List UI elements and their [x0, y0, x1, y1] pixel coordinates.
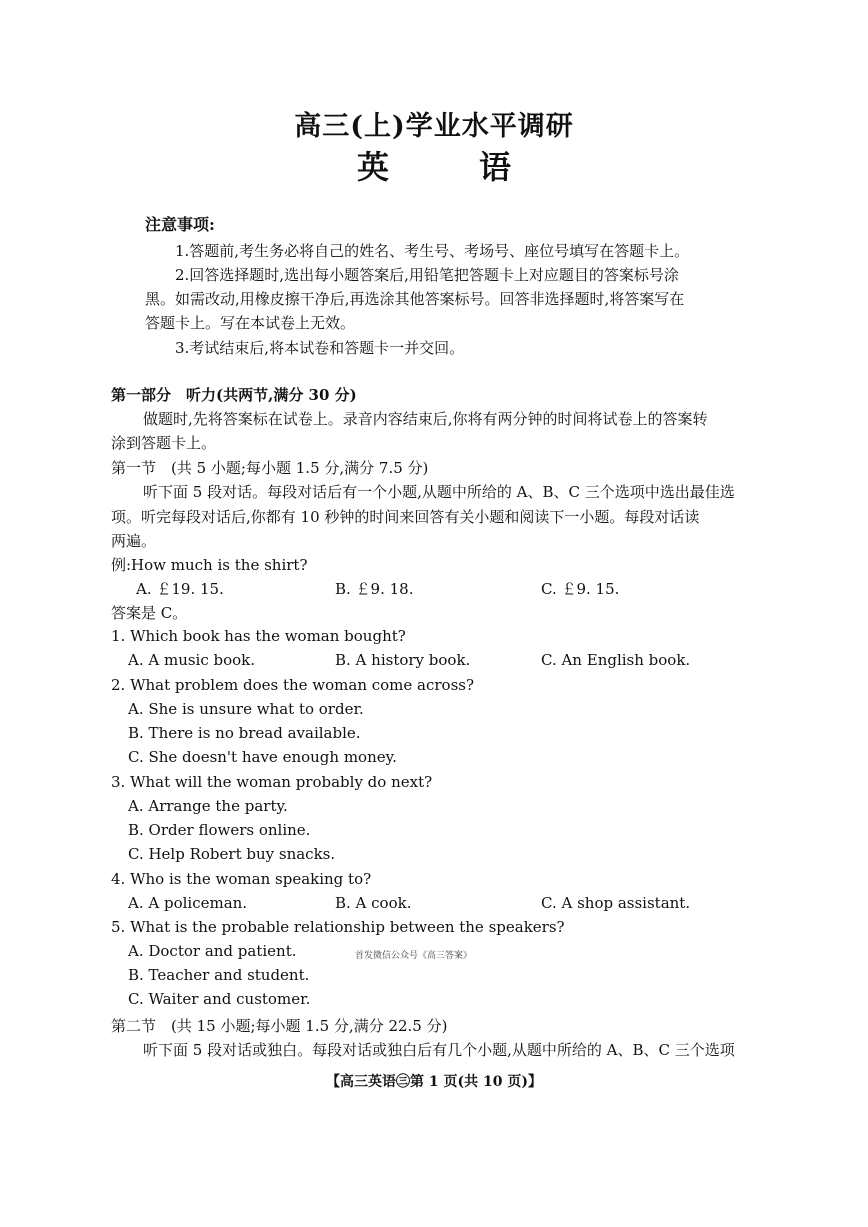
- part1-intro-1: 做题时,先将答案标在试卷上。录音内容结束后,你将有两分钟的时间将试卷上的答案转: [143, 410, 708, 428]
- section1-intro-3: 两遍。: [111, 532, 157, 550]
- section1-intro-1: 听下面 5 段对话。每段对话后有一个小题,从题中所给的 A、B、C 三个选项中选出最佳选: [143, 483, 735, 501]
- section2-intro: 听下面 5 段对话或独白。每段对话或独白后有几个小题,从题中所给的 A、B、C 三个选项: [143, 1041, 735, 1059]
- section1-heading: 第一节 (共 5 小题;每小题 1.5 分,满分 7.5 分): [111, 459, 429, 477]
- notes-line-1: 1.答题前,考生务必将自己的姓名、考生号、考场号、座位号填写在答题卡上。: [175, 242, 690, 260]
- q2-option-c: C. She doesn't have enough money.: [128, 748, 397, 766]
- page-footer: 【高三英语㊂第 1 页(共 10 页)】: [326, 1074, 542, 1090]
- subject-title: [0, 142, 868, 188]
- example-option-b: B. ￡9. 18.: [335, 580, 414, 598]
- exam-title: 高三(上)学业水平调研: [294, 111, 574, 142]
- question-1: 1. Which book has the woman bought?: [111, 627, 406, 645]
- example-answer: 答案是 C。: [111, 604, 188, 622]
- notes-heading: 注意事项:: [145, 215, 215, 234]
- section2-heading: 第二节 (共 15 小题;每小题 1.5 分,满分 22.5 分): [111, 1017, 448, 1035]
- notes-line-5: 3.考试结束后,将本试卷和答题卡一并交回。: [175, 339, 465, 357]
- subject-char-2: 语: [479, 148, 512, 186]
- q5-option-a: A. Doctor and patient.: [128, 942, 297, 960]
- q1-option-c: C. An English book.: [541, 651, 691, 669]
- question-5: 5. What is the probable relationship between the speakers?: [111, 918, 565, 936]
- question-2: 2. What problem does the woman come across?: [111, 676, 475, 694]
- example-option-c: C. ￡9. 15.: [541, 580, 620, 598]
- q4-option-c: C. A shop assistant.: [541, 894, 691, 912]
- notes-line-3: 黑。如需改动,用橡皮擦干净后,再选涂其他答案标号。回答非选择题时,将答案写在: [145, 290, 685, 308]
- example-question: 例:How much is the shirt?: [111, 556, 308, 574]
- q4-option-b: B. A cook.: [335, 894, 412, 912]
- question-3: 3. What will the woman probably do next?: [111, 773, 433, 791]
- q4-option-a: A. A policeman.: [128, 894, 248, 912]
- subject-char-1: 英: [356, 148, 389, 186]
- q5-option-b: B. Teacher and student.: [128, 966, 310, 984]
- question-4: 4. Who is the woman speaking to?: [111, 870, 372, 888]
- q5-option-c: C. Waiter and customer.: [128, 990, 311, 1008]
- section1-intro-2: 项。听完每段对话后,你都有 10 秒钟的时间来回答有关小题和阅读下一小题。每段对话读: [111, 508, 700, 526]
- q3-option-a: A. Arrange the party.: [128, 797, 288, 815]
- q3-option-b: B. Order flowers online.: [128, 821, 311, 839]
- notes-line-4: 答题卡上。写在本试卷上无效。: [145, 314, 356, 332]
- q2-option-b: B. There is no bread available.: [128, 724, 361, 742]
- watermark-text: 首发微信公众号《高三答案》: [355, 951, 473, 961]
- part1-heading: 第一部分 听力(共两节,满分 30 分): [111, 386, 357, 404]
- q1-option-a: A. A music book.: [128, 651, 256, 669]
- q2-option-a: A. She is unsure what to order.: [128, 700, 364, 718]
- q3-option-c: C. Help Robert buy snacks.: [128, 845, 336, 863]
- example-option-a: A. ￡19. 15.: [136, 580, 224, 598]
- q1-option-b: B. A history book.: [335, 651, 471, 669]
- notes-line-2: 2.回答选择题时,选出每小题答案后,用铅笔把答题卡上对应题目的答案标号涂: [175, 266, 679, 284]
- part1-intro-2: 涂到答题卡上。: [111, 434, 217, 452]
